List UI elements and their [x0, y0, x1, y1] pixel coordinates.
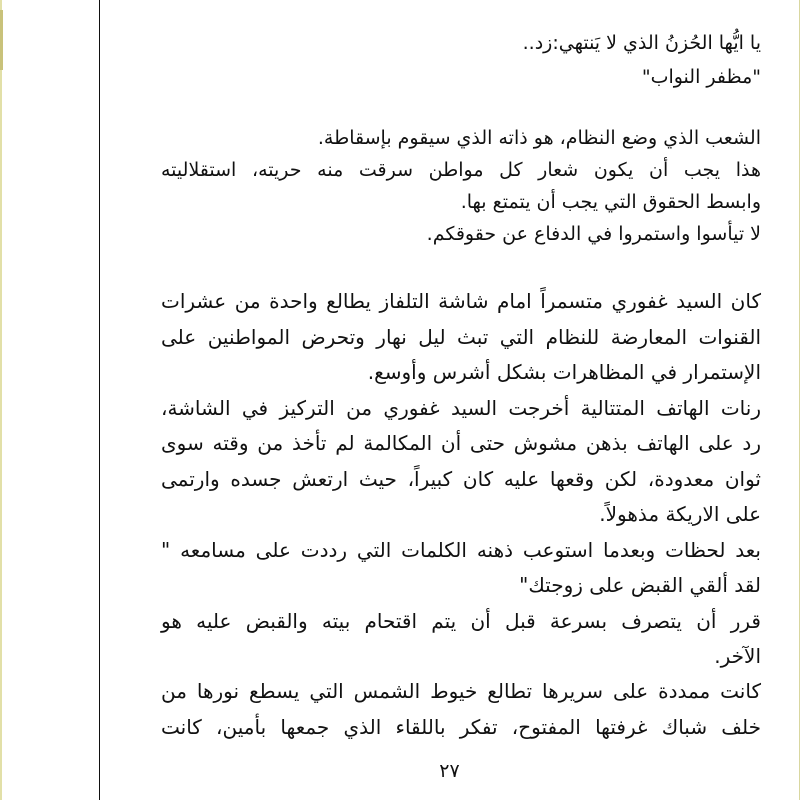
- text-line: الشعب الذي وضع النظام، هو ذاته الذي سيقوم بإسقاطة.: [317, 127, 761, 149]
- text-line: كان السيد غفوري متسمراً امام شاشة التلفاز يطالع واحدة من عشرات: [161, 289, 761, 313]
- text-line: خلف شباك غرفتها المفتوح، تفكر باللقاء الذي جمعها بأمين، كانت: [161, 714, 761, 739]
- paragraph-slogan: [161, 122, 761, 250]
- text-line: ثوان معدودة، لكن وقعها عليه كان كبيراً، حيث ارتعش جسده وارتمى: [161, 466, 761, 491]
- text-line: لقد ألقي القبض على زوجتك": [519, 573, 761, 597]
- epigraph-attribution: "مظفر النواب": [641, 66, 761, 88]
- left-edge-border: [0, 0, 2, 800]
- epigraph-line: يا ايُّها الحُزنُ الذي لا يَنتهي:زد..: [522, 32, 761, 54]
- text-line: الإستمرار في المظاهرات بشكل أشرس وأوسع.: [367, 360, 761, 384]
- left-edge-tab: [0, 10, 3, 70]
- page-number: ٢٧: [439, 760, 460, 782]
- text-line: وابسط الحقوق التي يجب أن يتمتع بها.: [460, 191, 761, 213]
- text-line: رنات الهاتف المتتالية أخرجت السيد غفوري من التركيز في الشاشة،: [161, 395, 761, 420]
- text-line: لا تيأسوا واستمروا في الدفاع عن حقوقكم.: [426, 223, 761, 245]
- epigraph: [161, 26, 761, 94]
- text-line: القنوات المعارضة للنظام التي تبث ليل نهار وتحرض المواطنين على: [161, 324, 761, 349]
- text-line: قرر أن يتصرف بسرعة قبل أن يتم اقتحام بيته والقبض عليه هو: [161, 608, 761, 633]
- book-page: [99, 0, 799, 800]
- text-line: على الاريكة مذهولاً.: [599, 502, 761, 526]
- text-line: هذا يجب أن يكون شعار كل مواطن سرقت منه حريته، استقلاليته: [161, 159, 761, 181]
- text-line: رد على الهاتف بذهن مشوش حتى أن المكالمة لم تأخذ من وقته سوى: [161, 431, 761, 455]
- paragraph-story: [161, 284, 761, 675]
- paragraph-continued: [161, 674, 761, 745]
- text-line: كانت ممددة على سريرها تطالع خيوط الشمس التي يسطع نورها من: [161, 679, 761, 703]
- text-line: بعد لحظات وبعدما استوعب ذهنه الكلمات التي رددت على مسامعه ": [161, 537, 761, 562]
- text-line: الآخر.: [714, 644, 761, 668]
